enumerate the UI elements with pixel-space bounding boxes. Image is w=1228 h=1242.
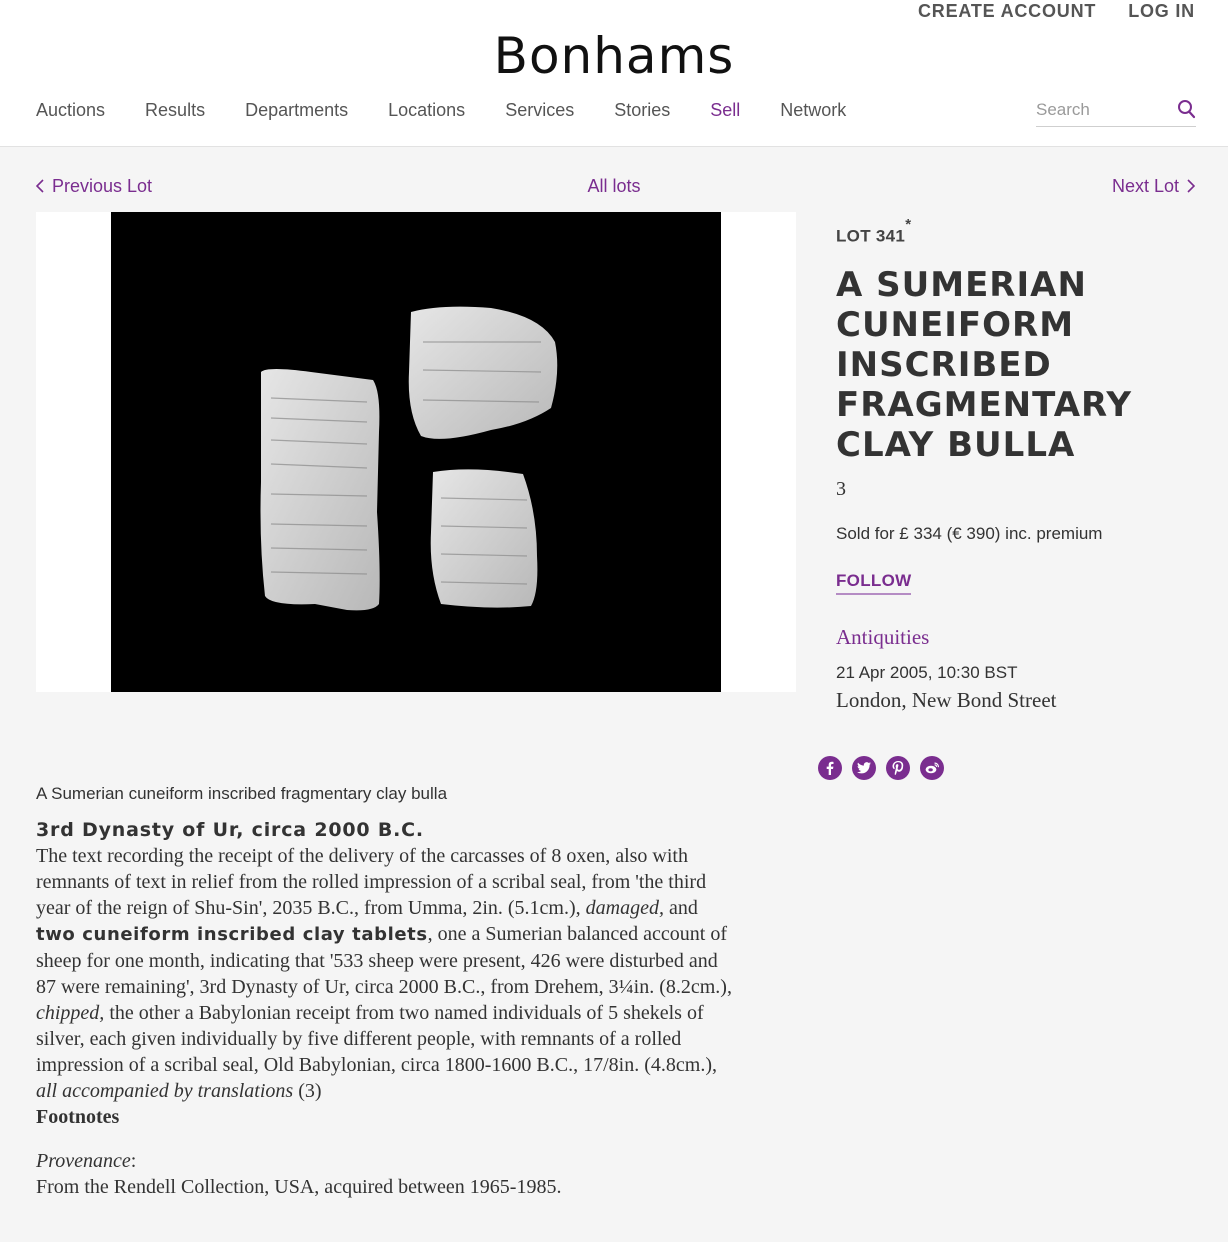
next-lot[interactable] bbox=[1112, 174, 1195, 198]
search-box bbox=[1036, 97, 1196, 127]
site-header bbox=[0, 0, 1228, 147]
nav-results[interactable]: Results bbox=[145, 100, 206, 120]
sold-price: Sold for £ 334 (€ 390) inc. premium bbox=[836, 524, 1103, 543]
weibo-icon[interactable] bbox=[920, 756, 944, 780]
auction-venue: London, New Bond Street bbox=[836, 688, 1057, 712]
bonhams-logo[interactable]: Bonhams bbox=[493, 27, 735, 85]
description-body bbox=[36, 843, 736, 1104]
description-text-3: the other a Babylonian receipt from two named individuals of 5 shekels of silver, each given individually by five different people, with remnants of a rolled impression of a scribal seal, Old Babylonian, circa 1800-1600 B.C., 17/8in. (4.8cm.), bbox=[36, 1002, 717, 1076]
clay-tablets-image bbox=[111, 212, 721, 692]
description-chipped: chipped, bbox=[36, 1002, 105, 1024]
lot-description bbox=[36, 817, 736, 1200]
nav-network[interactable]: Network bbox=[780, 100, 847, 120]
description-damaged: damaged, bbox=[585, 897, 664, 919]
main-nav bbox=[36, 99, 846, 121]
log-in-link[interactable]: LOG IN bbox=[1128, 1, 1195, 21]
create-account-link[interactable]: CREATE ACCOUNT bbox=[917, 1, 1097, 21]
description-and: and bbox=[663, 897, 698, 919]
search-input[interactable] bbox=[1036, 97, 1166, 123]
description-accompanied: all accompanied by translations bbox=[36, 1080, 294, 1102]
search-icon[interactable] bbox=[1176, 99, 1196, 119]
lot-number-text: LOT 341 bbox=[836, 226, 906, 246]
nav-locations[interactable]: Locations bbox=[388, 100, 466, 120]
description-subtitle: 3rd Dynasty of Ur, circa 2000 B.C. bbox=[36, 819, 424, 841]
all-lots bbox=[0, 174, 1228, 198]
chevron-left-icon bbox=[36, 179, 44, 193]
description-tablets: two cuneiform inscribed clay tablets bbox=[36, 924, 428, 945]
description-count: (3) bbox=[293, 1080, 322, 1102]
previous-lot[interactable] bbox=[36, 174, 152, 198]
lot-image-frame[interactable] bbox=[36, 212, 796, 692]
next-lot-link[interactable]: Next Lot bbox=[1111, 176, 1179, 196]
social-share bbox=[818, 756, 944, 780]
provenance-label: Provenance bbox=[36, 1150, 131, 1172]
lot-title: A SUMERIAN CUNEIFORM INSCRIBED FRAGMENTARY CLAY BULLA bbox=[836, 264, 1132, 465]
nav-stories[interactable]: Stories bbox=[614, 100, 671, 120]
lot-marker: * bbox=[905, 216, 912, 233]
facebook-icon[interactable] bbox=[818, 756, 842, 780]
provenance bbox=[36, 1148, 736, 1174]
nav-sell[interactable]: Sell bbox=[710, 100, 741, 120]
pinterest-icon[interactable] bbox=[886, 756, 910, 780]
lot-quantity: 3 bbox=[836, 478, 846, 500]
lot-photo[interactable] bbox=[111, 212, 721, 692]
lot-details bbox=[836, 216, 1196, 712]
provenance-text: From the Rendell Collection, USA, acquired between 1965-1985. bbox=[36, 1176, 562, 1198]
lot-number bbox=[836, 216, 1196, 247]
provenance-colon: : bbox=[130, 1150, 137, 1172]
lot-caption: A Sumerian cuneiform inscribed fragmentary clay bulla bbox=[36, 784, 448, 803]
nav-departments[interactable]: Departments bbox=[245, 100, 349, 120]
auction-date: 21 Apr 2005, 10:30 BST bbox=[836, 663, 1018, 682]
follow-button[interactable]: FOLLOW bbox=[836, 571, 911, 595]
all-lots-link[interactable]: All lots bbox=[587, 176, 641, 196]
footnotes-heading: Footnotes bbox=[36, 1106, 120, 1128]
chevron-right-icon bbox=[1187, 179, 1195, 193]
description-text-1: The text recording the receipt of the delivery of the carcasses of 8 oxen, also with remnants of text in relief from the rolled impression of a scribal seal, from 'the third year of the reign of Shu-Sin', 2035 B.C., from Umma, 2in. (5.1cm.), bbox=[36, 845, 707, 919]
department-link[interactable]: Antiquities bbox=[836, 625, 930, 649]
nav-services[interactable]: Services bbox=[505, 100, 575, 120]
description-text-2: , one a Sumerian balanced account of sheep for one month, indicating that '533 sheep were present, 426 were disturbed and 87 were remaining', 3rd Dynasty of Ur, circa 2000 B.C., from Drehem, 3¼in. (8.2cm.), bbox=[36, 923, 732, 998]
account-links bbox=[918, 0, 1195, 22]
nav-auctions[interactable]: Auctions bbox=[36, 100, 106, 120]
previous-lot-link[interactable]: Previous Lot bbox=[52, 176, 153, 196]
twitter-icon[interactable] bbox=[852, 756, 876, 780]
